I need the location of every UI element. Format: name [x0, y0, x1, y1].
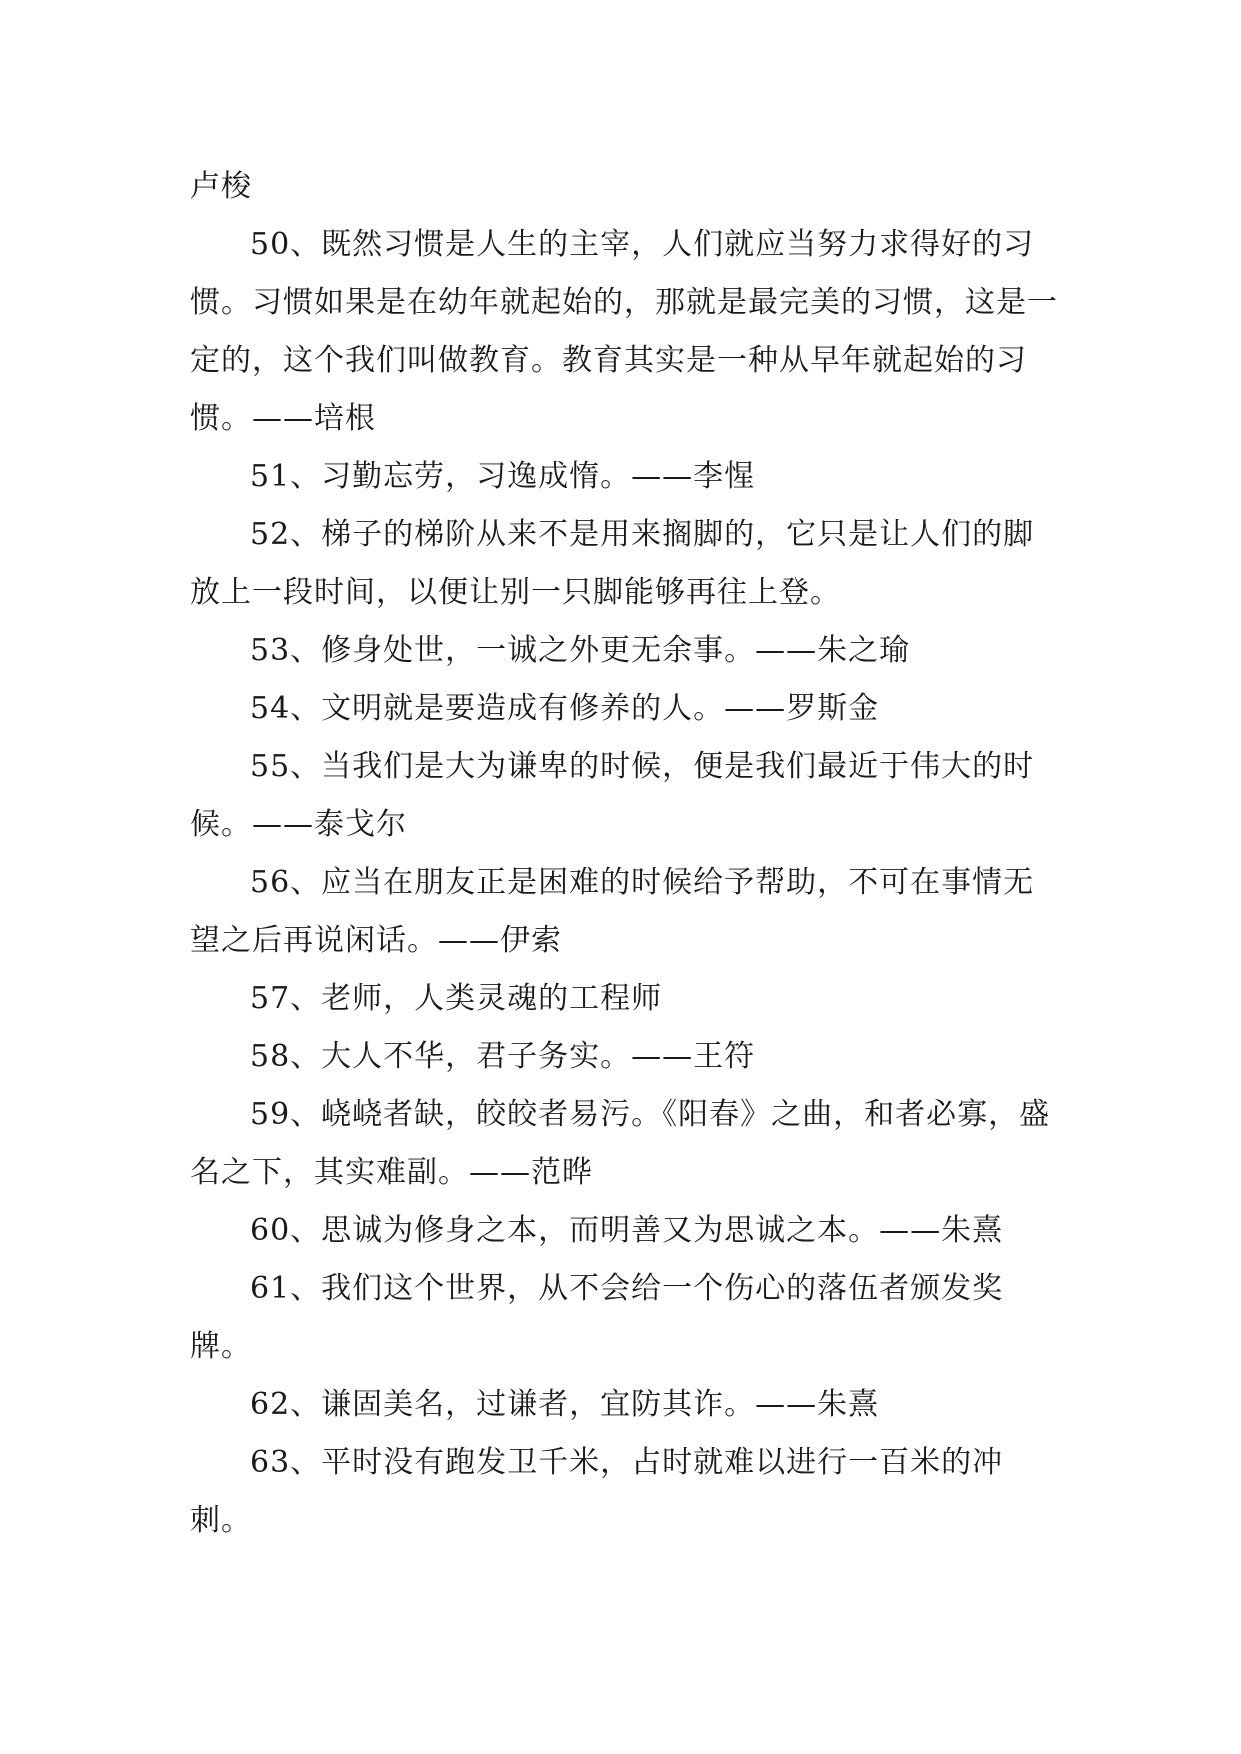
paragraph-quote-53: 53、修身处世，一诚之外更无余事。——朱之瑜: [250, 633, 911, 668]
document-body: [190, 158, 1060, 1550]
paragraph-quote-61: 61、我们这个世界，从不会给一个伤心的落伍者颁发奖牌。: [190, 1271, 1004, 1364]
paragraph-quote-55: 55、当我们是大为谦卑的时候，便是我们最近于伟大的时候。——泰戈尔: [190, 749, 1035, 842]
paragraph-author-continuation: 卢梭: [190, 169, 252, 204]
paragraph-quote-54: 54、文明就是要造成有修养的人。——罗斯金: [250, 691, 880, 726]
paragraph-quote-52: 52、梯子的梯阶从来不是用来搁脚的，它只是让人们的脚放上一段时间，以便让别一只脚能够再往上登。: [190, 517, 1035, 610]
paragraph-quote-51: 51、习勤忘劳，习逸成惰。——李惺: [250, 459, 756, 494]
paragraph-quote-59: 59、峣峣者缺，皎皎者易污。《阳春》之曲，和者必寡，盛名之下，其实难副。——范晔: [190, 1097, 1051, 1190]
paragraph-quote-56: 56、应当在朋友正是困难的时候给予帮助，不可在事情无望之后再说闲话。——伊索: [190, 865, 1035, 958]
paragraph-quote-50: 50、既然习惯是人生的主宰，人们就应当努力求得好的习惯。习惯如果是在幼年就起始的，那就是最完美的习惯，这是一定的，这个我们叫做教育。教育其实是一种从早年就起始的习惯。——培根: [190, 227, 1058, 436]
paragraph-quote-62: 62、谦固美名，过谦者，宜防其诈。——朱熹: [250, 1387, 880, 1422]
paragraph-quote-60: 60、思诚为修身之本，而明善又为思诚之本。——朱熹: [250, 1213, 1004, 1248]
paragraph-quote-58: 58、大人不华，君子务实。——王符: [250, 1039, 756, 1074]
paragraph-quote-57: 57、老师，人类灵魂的工程师: [250, 981, 663, 1016]
paragraph-quote-63: 63、平时没有跑发卫千米，占时就难以进行一百米的冲刺。: [190, 1445, 1004, 1538]
